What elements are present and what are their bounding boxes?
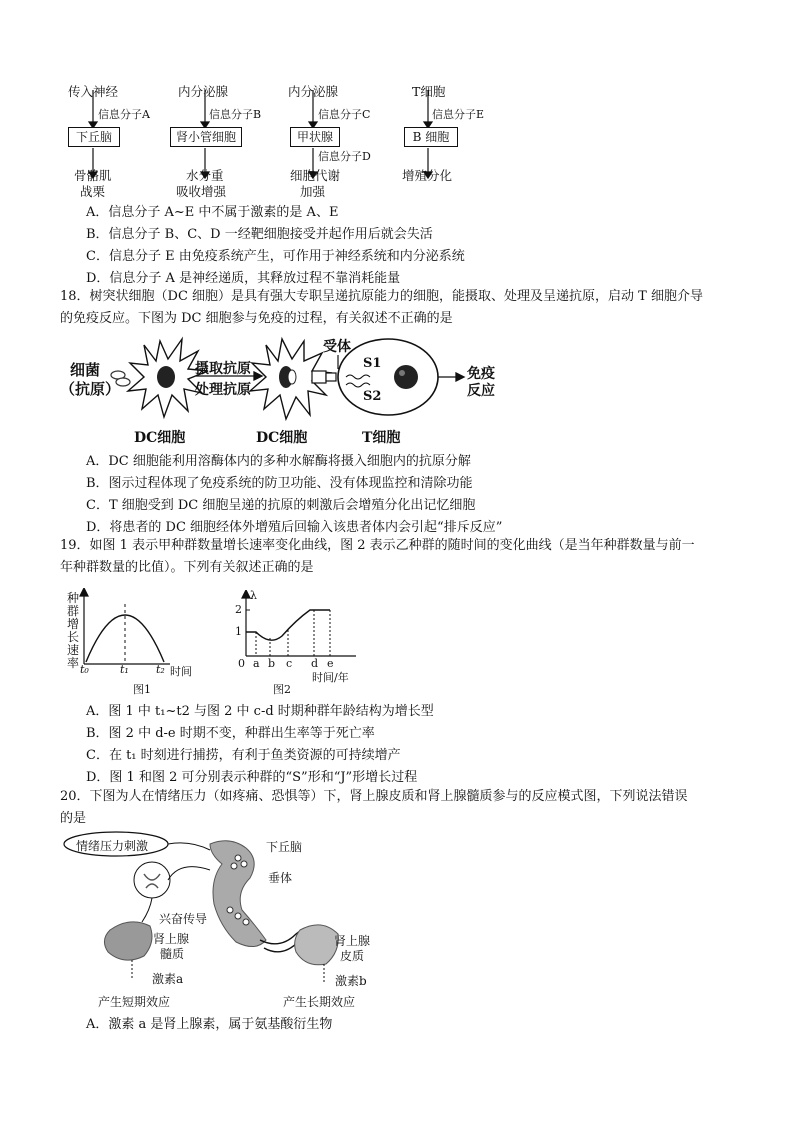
q18-bacteria-label1: 细菌 (70, 361, 101, 379)
q18-option-c: C．T 细胞受到 DC 细胞呈递的抗原的刺激后会增殖分化出记忆细胞 (86, 498, 476, 513)
q20-medulla2: 髓质 (160, 947, 185, 961)
q17-col3-result1: 细胞代谢 (290, 168, 341, 183)
q17-option-a: A．信息分子 A~E 中不属于激素的是 A、E (86, 205, 339, 220)
q19-option-c: C．在 t₁ 时刻进行捕捞，有利于鱼类资源的可持续增产 (86, 748, 401, 763)
q20-pituitary: 垂体 (268, 871, 293, 885)
q18-process2: 处理抗原 (195, 382, 251, 398)
t-cell-icon (338, 339, 438, 415)
q19-stem-line1: 19．如图 1 表示甲种群数量增长速率变化曲线，图 2 表示乙种群的随时间的变化曲线（是当年种群数量与前一 (60, 538, 695, 553)
q17-col3-signal2: 信息分子D (318, 150, 371, 163)
q17-col2-signal: 信息分子B (209, 108, 262, 121)
q18-stem (60, 286, 703, 330)
q17-option-d: D．信息分子 A 是神经递质，其释放过程不靠消耗能量 (86, 271, 401, 286)
q19-fig2-y2: 2 (235, 603, 242, 616)
q19-fig2-tick-d: d (311, 657, 319, 670)
q20-stem-line2: 的是 (60, 811, 87, 826)
q19-fig1-caption: 图1 (133, 683, 151, 696)
q19-fig2-tick-e: e (327, 657, 334, 670)
q17-col1-result1: 骨骼肌 (74, 168, 112, 183)
q19-fig2-origin: 0 (238, 657, 245, 670)
q20-medulla1: 肾上腺 (153, 932, 190, 946)
q19-fig1-xlabel: 时间 (170, 665, 192, 678)
q17-col4-signal: 信息分子E (432, 108, 485, 121)
q18-options (86, 451, 502, 539)
q17-col1-box: 下丘脑 (68, 127, 120, 147)
q17-col2-top: 内分泌腺 (178, 84, 229, 99)
q19-options (86, 701, 434, 789)
q17-col2-box: 肾小管细胞 (170, 127, 242, 147)
q19-fig1-t2: t₂ (156, 663, 165, 676)
q19-stem-line2: 年种群数量的比值）。下列有关叙述正确的是 (60, 560, 314, 575)
q17-col1-top: 传入神经 (68, 84, 119, 99)
q18-diagram (60, 333, 480, 428)
q17-options (86, 202, 465, 290)
q20-hormone-b: 激素b (335, 974, 367, 988)
q19-fig1-t1: t₁ (120, 663, 129, 676)
q18-process1: 摄取抗原 (195, 361, 251, 377)
q18-dc2-label: DC细胞 (256, 430, 308, 446)
q20-options (86, 1014, 332, 1036)
q20-short: 产生短期效应 (98, 995, 171, 1009)
q18-s2: S2 (363, 389, 382, 404)
q19-fig2-plot (230, 590, 370, 670)
q19-option-a: A．图 1 中 t₁~t2 与图 2 中 c-d 时期种群年龄结构为增长型 (86, 704, 434, 719)
q20-excite: 兴奋传导 (159, 912, 208, 926)
q17-col3-box: 甲状腺 (290, 127, 340, 147)
q20-hypothalamus: 下丘脑 (266, 840, 303, 854)
q19-fig2-caption: 图2 (273, 683, 291, 696)
q20-long: 产生长期效应 (283, 995, 356, 1009)
q17-col2-result2: 吸收增强 (176, 184, 227, 199)
q19-fig1-t0: t₀ (80, 663, 89, 676)
q17-option-b: B．信息分子 B、C、D 一经靶细胞接受并起作用后就会失活 (86, 227, 433, 242)
q18-option-b: B．图示过程体现了免疫系统的防卫功能、没有体现监控和清除功能 (86, 476, 473, 491)
q19-fig2-tick-b: b (268, 657, 276, 670)
q18-stem-line2: 的免疫反应。下图为 DC 细胞参与免疫的过程，有关叙述不正确的是 (60, 311, 453, 326)
q20-stem-line1: 20．下图为人在情绪压力（如疼痛、恐惧等）下，肾上腺皮质和肾上腺髓质参与的反应模式图，下列说法错误 (60, 789, 688, 804)
q17-col4-result1: 增殖分化 (402, 168, 453, 183)
q17-col3-signal: 信息分子C (318, 108, 371, 121)
q20-cortex1: 肾上腺 (334, 934, 371, 948)
q18-dc1-label: DC细胞 (134, 430, 186, 446)
q20-stimulus: 情绪压力刺激 (76, 839, 149, 853)
dc-cell-1-icon (128, 339, 208, 417)
q20-hormone-a: 激素a (152, 972, 184, 986)
q19-fig1-ylabel: 种群增长速率 (67, 591, 80, 670)
q19-fig2-lambda: λ (250, 589, 257, 602)
q18-option-a: A．DC 细胞能利用溶酶体内的多种水解酶将摄入细胞内的抗原分解 (86, 454, 471, 469)
q18-s1: S1 (363, 356, 382, 371)
q17-col1-result2: 战栗 (80, 184, 106, 199)
q19-fig2-tick-c: c (286, 657, 293, 670)
q20-stem (60, 786, 688, 830)
q17-col3-top: 内分泌腺 (288, 84, 339, 99)
q17-col4-top: T细胞 (412, 84, 446, 99)
q19-fig2-tick-a: a (253, 657, 260, 670)
q18-response1: 免疫 (467, 366, 495, 382)
q18-tcell-label: T细胞 (362, 430, 401, 446)
q17-col4-box: B 细胞 (404, 127, 458, 147)
q20-option-a: A．激素 a 是肾上腺素，属于氨基酸衍生物 (86, 1017, 333, 1032)
q19-fig2-xlabel: 时间/年 (312, 671, 349, 684)
q20-cortex2: 皮质 (340, 949, 365, 963)
q17-col1-signal: 信息分子A (98, 108, 150, 121)
q19-stem (60, 535, 695, 579)
q18-bacteria-label2: （抗原） (60, 380, 121, 398)
q18-response2: 反应 (467, 383, 495, 399)
q17-option-c: C．信息分子 E 由免疫系统产生，可作用于神经系统和内分泌系统 (86, 249, 465, 264)
q18-stem-line1: 18．树突状细胞（DC 细胞）是具有强大专职呈递抗原能力的细胞，能摄取、处理及呈递抗原，启动 T 细胞介导 (60, 289, 703, 304)
q18-option-d: D．将患者的 DC 细胞经体外增殖后回输入该患者体内会引起“排斥反应” (86, 520, 503, 535)
q18-receptor: 受体 (323, 339, 351, 355)
q19-fig2-y1: 1 (235, 625, 242, 638)
q17-col3-result2: 加强 (300, 184, 326, 199)
q19-option-b: B．图 2 中 d-e 时期不变，种群出生率等于死亡率 (86, 726, 375, 741)
q17-col2-result1: 水分重 (186, 168, 224, 183)
q19-option-d: D．图 1 和图 2 可分别表示种群的“S”形和“J”形增长过程 (86, 770, 418, 785)
